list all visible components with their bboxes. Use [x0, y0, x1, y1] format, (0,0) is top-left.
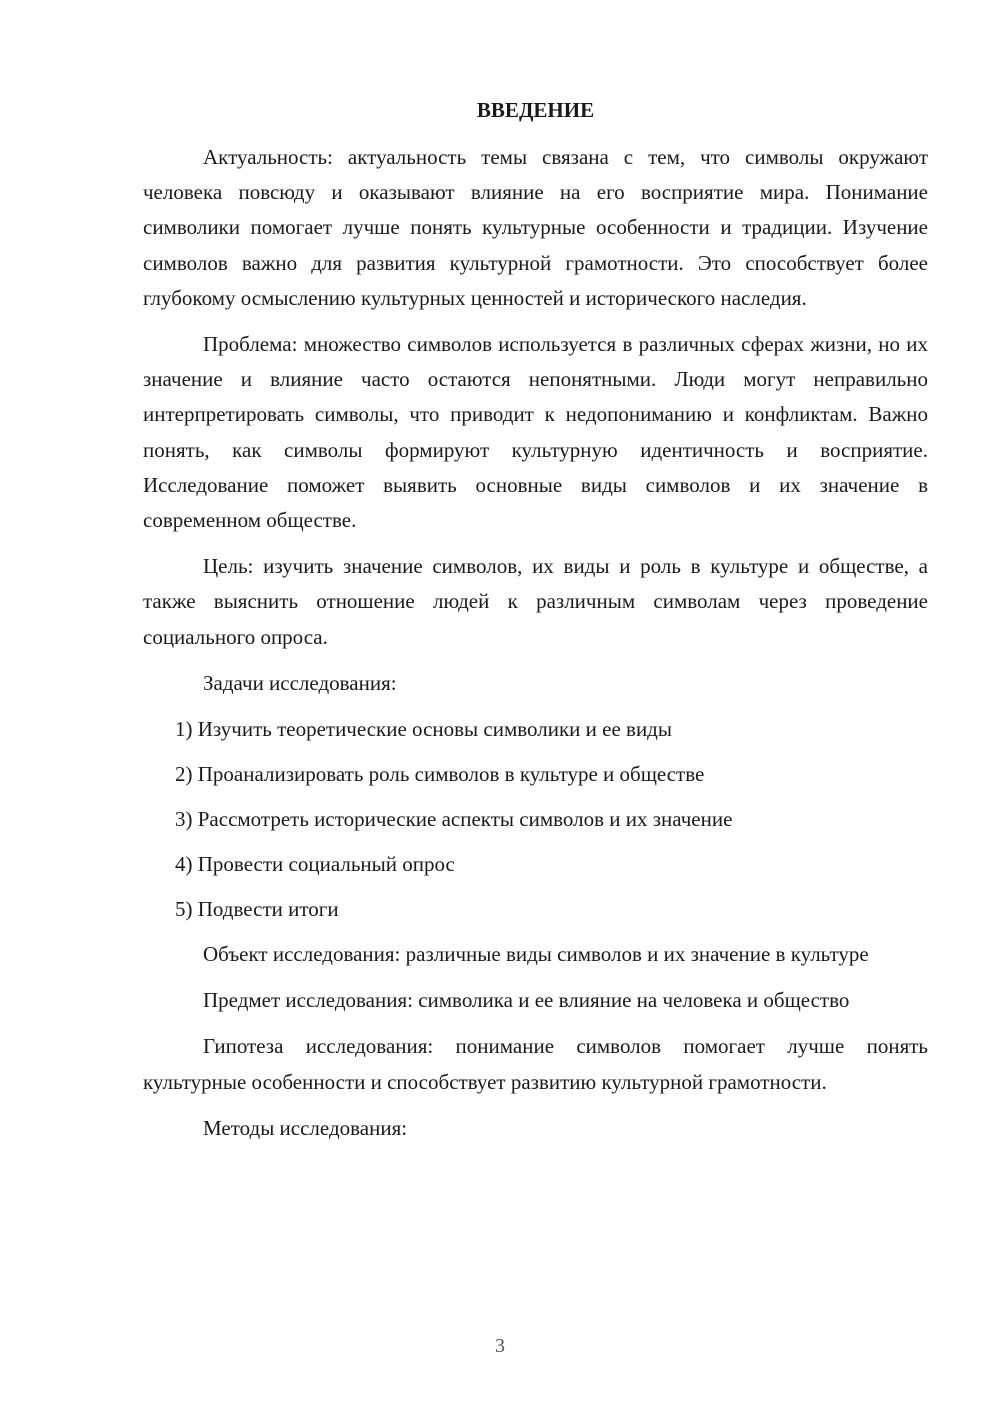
task-item: 4) Провести социальный опрос — [175, 852, 455, 877]
task-item: 3) Рассмотреть исторические аспекты символов и их значение — [175, 807, 733, 832]
section-heading: ВВЕДЕНИЕ — [476, 98, 595, 122]
paragraph-object: Объект исследования: различные виды символов и их значение в культуре — [203, 942, 869, 967]
paragraph-relevance: Актуальность: актуальность темы связана с тем, что символы окружают человека повсюду и оказывают влияние на его восприятие мира. Понимание символики помогает лучше понять культурные особенности и традиции. Изучение символов важно для развития культурной грамотности. Это способствует более глубокому осмыслению культурных ценностей и исторического наследия. — [143, 145, 928, 310]
task-item: 5) Подвести итоги — [175, 897, 339, 922]
methods-heading: Методы исследования: — [203, 1115, 408, 1140]
paragraph-hypothesis: Гипотеза исследования: понимание символов помогает лучше понять культурные особенности и способствует развитию культурной грамотности. — [143, 1034, 928, 1094]
tasks-heading: Задачи исследования: — [203, 670, 397, 695]
paragraph-subject: Предмет исследования: символика и ее влияние на человека и общество — [203, 988, 850, 1013]
paragraph-problem: Проблема: множество символов используется в различных сферах жизни, но их значение и влияние часто остаются непонятными. Люди могут неправильно интерпретировать символы, что приводит к недопониманию и конфликтам. Важно понять, как символы формируют культурную идентичность и восприятие. Исследование поможет выявить основные виды символов и их значение в современном обществе. — [143, 332, 928, 533]
document-page — [143, 94, 928, 1157]
paragraph-goal: Цель: изучить значение символов, их виды и роль в культуре и обществе, а также выяснить отношение людей к различным символам через проведение социального опроса. — [143, 554, 928, 649]
page-number: 3 — [495, 1335, 505, 1357]
task-item: 1) Изучить теоретические основы символики и ее виды — [175, 717, 672, 742]
task-item: 2) Проанализировать роль символов в культуре и обществе — [175, 762, 705, 787]
